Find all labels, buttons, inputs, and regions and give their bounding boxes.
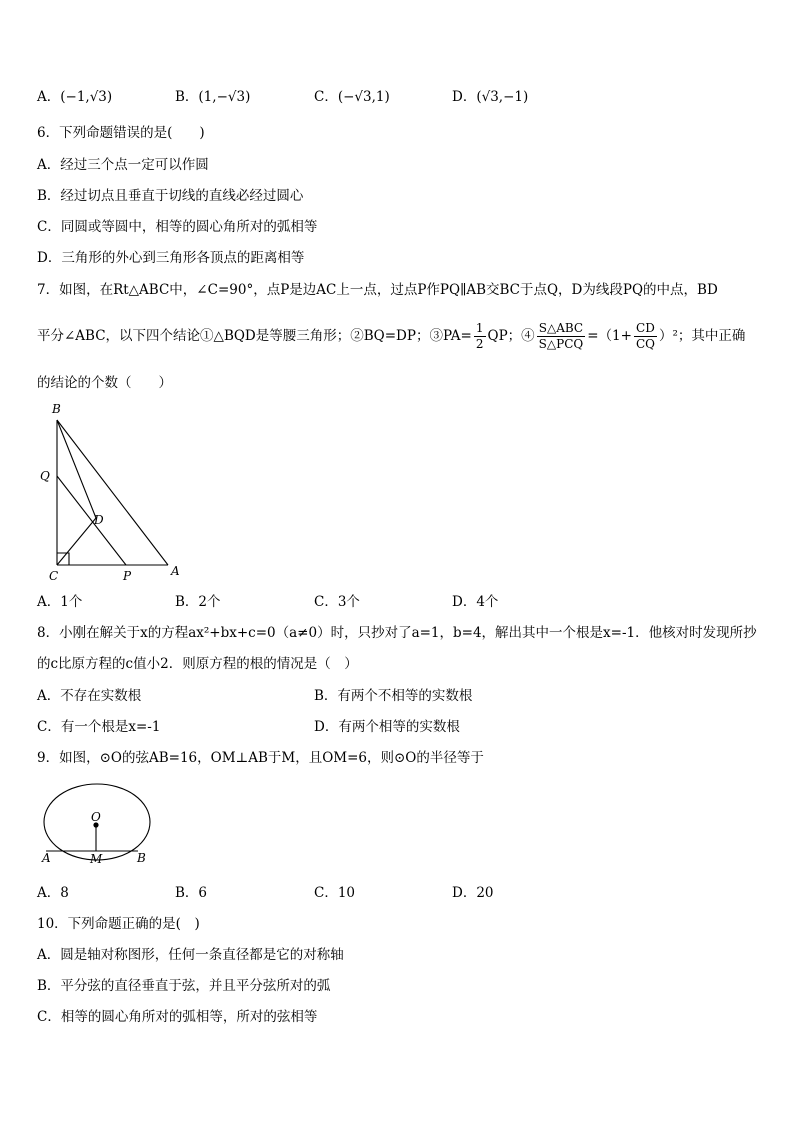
q8-option-a: A．不存在实数根: [37, 688, 142, 704]
q5-option-b: B．(1,−√3): [175, 89, 251, 105]
q5-option-c: C．(−√3,1): [314, 89, 390, 105]
q7-stem-line2: [37, 314, 745, 358]
q9-option-a: A．8: [37, 885, 69, 901]
q9-option-b: B．6: [175, 885, 208, 901]
q7-text-part3: =（1+: [587, 328, 632, 344]
q8-stem-line1: 8．小刚在解关于x的方程ax²+bx+c=0（a≠0）时，只抄对了a=1，b=4，解出其中一个根是x=-1．他核对时发现所抄: [37, 625, 757, 641]
label-o: O: [91, 810, 101, 824]
segment-qp: [57, 476, 126, 565]
label-c: C: [49, 569, 59, 583]
label-m: M: [90, 852, 103, 866]
cd-cq-fraction: [634, 321, 657, 352]
q7-option-c: C．3个: [314, 594, 360, 610]
cd-numerator: CD: [634, 321, 657, 337]
q7-triangle-figure: [34, 398, 194, 586]
q7-stem-line3: 的结论的个数（ ）: [37, 375, 172, 391]
q9-circle-figure: [36, 780, 160, 866]
label-d: D: [94, 513, 104, 527]
q5-option-a: A．(−1,√3): [37, 89, 113, 105]
side-ab: [57, 420, 168, 565]
q7-option-a: A．1个: [37, 594, 83, 610]
q6-option-c: C．同圆或等圆中，相等的圆心角所对的弧相等: [37, 219, 318, 235]
q10-option-a: A．圆是轴对称图形，任何一条直径都是它的对称轴: [37, 947, 344, 963]
q9-stem: 9．如图，⊙O的弦AB=16，OM⊥AB于M，且OM=6，则⊙O的半径等于: [37, 750, 484, 766]
q10-option-c: C．相等的圆心角所对的弧相等，所对的弦相等: [37, 1009, 318, 1025]
area-ratio-numerator: S△ABC: [537, 321, 586, 337]
area-ratio-fraction: [537, 321, 586, 352]
q7-text-part2: QP；④: [487, 328, 535, 344]
q6-option-a: A．经过三个点一定可以作圆: [37, 157, 209, 173]
q9-option-d: D．20: [452, 885, 494, 901]
label-b: B: [52, 402, 61, 416]
half-denominator: 2: [475, 337, 484, 351]
q5-option-d: D．(√3,−1): [452, 89, 529, 105]
label-a: A: [171, 564, 180, 578]
q7-option-b: B．2个: [175, 594, 221, 610]
q10-option-b: B．平分弦的直径垂直于弦，并且平分弦所对的弧: [37, 978, 331, 994]
label-a: A: [42, 851, 51, 865]
q8-option-b: B．有两个不相等的实数根: [314, 688, 473, 704]
q7-stem-line1: 7．如图，在Rt△ABC中，∠C=90°，点P是边AC上一点，过点P作PQ∥AB交BC于点Q，D为线段PQ的中点，BD: [37, 282, 718, 298]
half-fraction: [474, 321, 486, 352]
label-p: P: [123, 569, 132, 583]
q7-option-d: D．4个: [452, 594, 499, 610]
area-ratio-denominator: S△PCQ: [538, 337, 584, 351]
q9-option-c: C．10: [314, 885, 356, 901]
q8-stem-line2: 的c比原方程的c值小2．则原方程的根的情况是（ ）: [37, 656, 358, 672]
q6-stem: 6．下列命题错误的是( ): [37, 125, 205, 141]
q8-option-c: C．有一个根是x=-1: [37, 719, 161, 735]
q7-text-part1: 平分∠ABC，以下四个结论①△BQD是等腰三角形；②BQ=DP；③PA=: [37, 328, 472, 344]
label-b: B: [137, 851, 146, 865]
cq-denominator: CQ: [635, 337, 655, 351]
half-numerator: 1: [475, 321, 484, 335]
label-q: Q: [40, 469, 50, 483]
q8-option-d: D．有两个相等的实数根: [314, 719, 460, 735]
segment-bd: [57, 420, 96, 518]
q7-text-part4: ）²；其中正确: [658, 328, 746, 344]
q6-option-b: B．经过切点且垂直于切线的直线必经过圆心: [37, 188, 304, 204]
q6-option-d: D．三角形的外心到三角形各顶点的距离相等: [37, 250, 305, 266]
q10-stem: 10．下列命题正确的是( ): [37, 916, 200, 932]
segment-cd: [57, 518, 96, 565]
